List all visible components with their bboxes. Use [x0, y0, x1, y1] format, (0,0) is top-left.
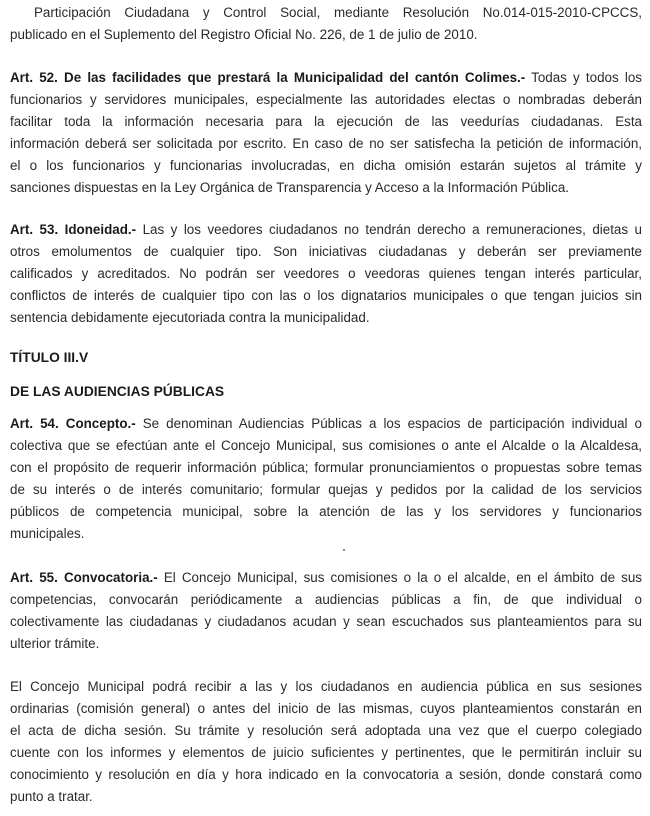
article-52-first-line: Todas y todos los [525, 70, 642, 85]
final-paragraph-line: ordinarias (comisión general) o antes del inicio de las mismas, cuyos planteamientos constarán en [10, 701, 642, 716]
article-54-line: con el propósito de requerir información pública; formular pronunciamientos o propuestas sobre temas [10, 460, 642, 475]
intro-paragraph [10, 2, 642, 46]
article-52-line: funcionarios y servidores municipales, especialmente las autoridades electas o nombradas deberán [10, 92, 642, 107]
article-55-line: ulterior trámite. [10, 636, 100, 651]
article-54-line: de su interés o de interés comunitario; formular quejas y pedidos por la calidad de los servicios [10, 482, 642, 497]
article-54-line: municipales. [10, 526, 85, 541]
article-53 [10, 219, 642, 329]
intro-line-2: publicado en el Suplemento del Registro Oficial No. 226, de 1 de julio de 2010. [10, 27, 478, 42]
final-paragraph-line: el acta de dicha sesión. Su trámite y resolución será adoptada una vez que el cuerpo colegiado [10, 723, 642, 738]
article-52-line: el o los funcionarios y funcionarias involucradas, en dicha omisión estarán sujetos al trámite y [10, 158, 642, 173]
article-54-title: Art. 54. Concepto.- [10, 416, 136, 431]
final-paragraph-line: conocimiento y resolución en día y hora indicado en la convocatoria a sesión, donde constará como [10, 767, 642, 782]
intro-line-1: Participación Ciudadana y Control Social, mediante Resolución No.014-015-2010-CPCCS, [34, 5, 642, 20]
article-54-line: públicos de competencia municipal, sobre la atención de las y los servidores y funcionarios [10, 504, 642, 519]
article-52-line: sanciones dispuestas en la Ley Orgánica de Transparencia y Acceso a la Información Pública. [10, 180, 570, 195]
section-subtitle: DE LAS AUDIENCIAS PÚBLICAS [10, 384, 225, 399]
final-paragraph-line: punto a tratar. [10, 789, 93, 804]
article-55-line: competencias, convocarán periódicamente a audiencias públicas a fin, de que individual o [10, 592, 642, 607]
article-53-title: Art. 53. Idoneidad.- [10, 222, 137, 237]
final-paragraph-line: cuente con los informes y elementos de juicio suficientes y pertinentes, que le permitirán incluir su [10, 745, 642, 760]
article-52-line: facilitar toda la información necesaria para la ejecución de las veedurías ciudadanas. Esta [10, 114, 642, 129]
article-52-title: Art. 52. De las facilidades que prestará la Municipalidad del cantón Colimes.- [10, 70, 526, 85]
article-52 [10, 67, 642, 199]
article-53-line: calificados y acreditados. No podrán ser veedores o veedoras quienes tengan interés particular, [10, 266, 642, 281]
article-55-title: Art. 55. Convocatoria.- [10, 570, 158, 585]
scan-speck [343, 549, 345, 551]
article-53-line: conflictos de interés de cualquier tipo con las o los dignatarios municipales o que tengan juicios sin [10, 288, 642, 303]
article-54-first-line: Se denominan Audiencias Públicas a los espacios de participación individual o [135, 416, 642, 431]
article-55-first-line: El Concejo Municipal, sus comisiones o la o el alcalde, en el ámbito de sus [157, 570, 642, 585]
final-paragraph-line: El Concejo Municipal podrá recibir a las y los ciudadanos en audiencia pública en sus sesiones [10, 679, 642, 694]
article-52-line: información deberá ser solicitada por escrito. En caso de no ser satisfecha la petición de información, [10, 136, 642, 151]
article-53-first-line: Las y los veedores ciudadanos no tendrán derecho a remuneraciones, dietas u [136, 222, 642, 237]
article-55 [10, 567, 642, 655]
article-53-line: sentencia debidamente ejecutoriada contra la municipalidad. [10, 310, 370, 325]
article-53-line: otros emolumentos de cualquier tipo. Son iniciativas ciudadanas y deberán ser previamente [10, 244, 642, 259]
article-54 [10, 413, 642, 545]
section-title: TÍTULO III.V [10, 350, 89, 365]
final-paragraph [10, 676, 642, 808]
article-54-line: colectiva que se efectúan ante el Concejo Municipal, sus comisiones o ante el Alcalde o la Alcaldesa, [10, 438, 642, 453]
article-55-line: colectivamente las ciudadanas y ciudadanos acudan y sean escuchados sus planteamientos para su [10, 614, 642, 629]
